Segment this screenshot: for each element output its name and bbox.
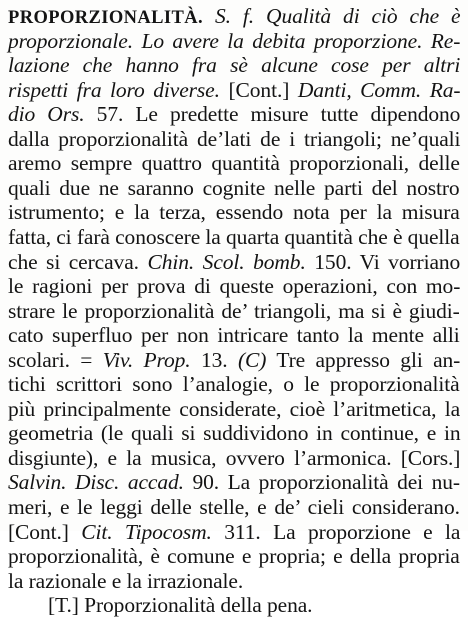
entry-line: [8, 102, 460, 127]
text-segment: meri, e le leggi delle stelle, e de’ cieli considerano.: [8, 495, 460, 519]
text-segment: dalla proporzionalità de’lati de i triangoli; ne’quali: [8, 126, 461, 151]
text-segment: geometria (le quali si suddividono in continue, e in: [8, 421, 461, 446]
entry-line: [8, 4, 460, 31]
entry-line: [8, 274, 460, 299]
text-segment: la razionale e la irrazionale.: [8, 568, 244, 593]
italic-segment: Viv. Prop.: [102, 347, 191, 372]
entry-line: [48, 593, 312, 618]
text-segment: 13.: [190, 347, 238, 372]
text-segment: 150. Vi vorriano: [305, 249, 461, 274]
italic-segment: Cit. Tipocosm.: [81, 519, 212, 544]
italic-segment: Chin. Scol. bomb.: [147, 249, 306, 274]
italic-segment: S. f. Qualità di ciò che è: [203, 4, 461, 28]
text-segment: le ragioni per prova di queste operazioni, con mo-: [8, 274, 461, 299]
entry-line: [8, 78, 460, 103]
entry-line: [8, 569, 243, 594]
text-segment: istrumento; e la terza, essendo nota per la misura: [8, 200, 460, 225]
entry-line: [8, 250, 460, 275]
text-segment: 57. Le predette misure tutte dipendono: [84, 102, 461, 127]
entry-line: [8, 299, 460, 324]
entry-line: [8, 397, 460, 422]
text-segment: [T.] Proporzionalità della pena.: [48, 593, 313, 618]
text-segment: [Cont.]: [219, 77, 298, 102]
entry-line: [8, 520, 460, 545]
text-segment: 90. La proporzionalità dei nu-: [183, 470, 460, 495]
entry-line: [8, 200, 460, 225]
text-segment: fatta, ci farà conoscere la quarta quantità che è quella: [8, 224, 460, 249]
entry-line: [8, 53, 460, 78]
text-segment: aremo sempre quattro quantità proporzionali, delle: [8, 151, 460, 176]
text-segment: 311. La proporzione e la: [211, 519, 461, 544]
text-segment: quali due ne saranno cognite nelle parti del nostro: [8, 175, 460, 200]
entry-line: [8, 372, 460, 397]
entry-line: [8, 544, 460, 569]
entry-line: [8, 225, 460, 250]
text-segment: tichi scrittori sono l’analogie, o le proporzionalità: [8, 372, 460, 397]
entry-line: [8, 151, 460, 176]
entry-line: [8, 176, 460, 201]
entry-line: [8, 348, 460, 373]
entry-line: [8, 446, 460, 471]
italic-segment: lazione che hanno fra sè alcune cose per altri: [8, 53, 461, 78]
entry-line: [8, 29, 460, 54]
text-segment: cato superfluo per non intricare tanto la mente alli: [8, 323, 460, 348]
text-segment: più principalmente considerate, cioè l’aritmetica, la: [8, 396, 461, 421]
italic-segment: Salvin. Disc. accad.: [8, 470, 184, 495]
italic-segment: Danti, Comm. Ra-: [297, 77, 461, 102]
text-segment: strare le proporzionalità de’ triangoli, ma si è giudi-: [8, 298, 460, 323]
entry-line: [8, 421, 460, 446]
italic-segment: dio Ors.: [8, 102, 85, 127]
italic-segment: proporzionale. Lo avere la debita proporzione. Re-: [8, 28, 461, 53]
entry-line: [8, 470, 460, 495]
italic-segment: rispetti fra loro diverse.: [8, 77, 220, 102]
entry-line: [8, 127, 460, 152]
entry-line: [8, 323, 460, 348]
text-segment: proporzionalità, è comune e propria; e della propria: [8, 544, 460, 569]
text-segment: disgiunte), e la musica, ovvero l’armonica. [Cors.]: [8, 445, 461, 470]
text-segment: che si cercava.: [8, 249, 148, 274]
italic-segment: (C): [237, 347, 267, 372]
entry-line: [8, 495, 460, 520]
headword: PROPORZIONALITÀ.: [8, 8, 204, 28]
text-segment: Tre appresso gli an-: [266, 347, 461, 372]
text-segment: [Cont.]: [8, 519, 82, 544]
text-segment: scolari. =: [8, 347, 103, 372]
